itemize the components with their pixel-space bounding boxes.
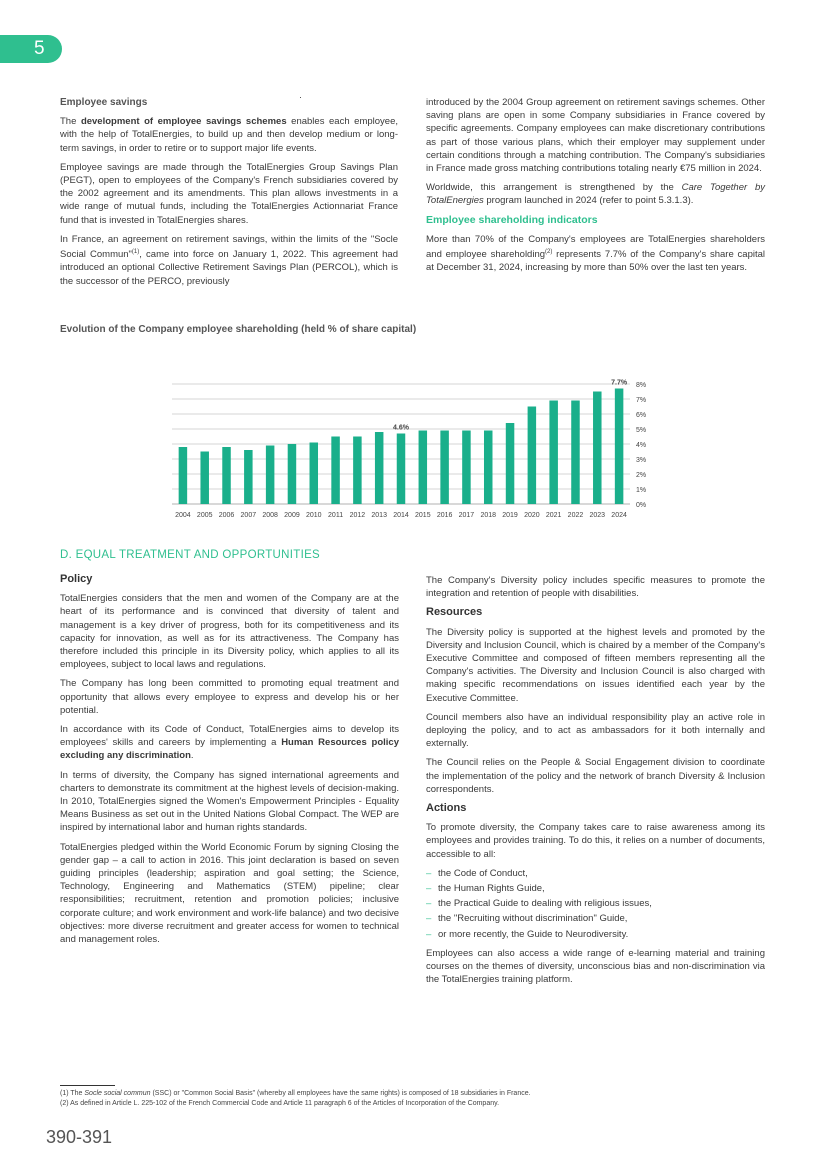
- right-column-bottom: [426, 574, 765, 992]
- y-tick-label: 7%: [636, 397, 647, 404]
- x-tick-label: 2014: [393, 512, 409, 519]
- x-tick-label: 2009: [284, 512, 300, 519]
- chapter-tab[interactable]: [0, 35, 62, 63]
- paragraph: To promote diversity, the Company takes care to raise awareness among its employees and provides training. To do this, it relies on a number of documents, accessible to all:: [426, 822, 765, 860]
- y-tick-label: 4%: [636, 442, 647, 449]
- x-tick-label: 2006: [218, 512, 235, 519]
- bar: [528, 407, 537, 505]
- chart-title: Evolution of the Company employee shareholding (held % of share capital): [60, 324, 417, 335]
- paragraph: In accordance with its Code of Conduct, TotalEnergies aims to develop its employees' skills and careers by implementing a Human Resources policy excluding any discrimination.: [60, 724, 399, 762]
- bar: [179, 447, 188, 504]
- x-tick-label: 2007: [240, 512, 257, 519]
- x-tick-label: 2023: [589, 512, 606, 519]
- paragraph: Employees can also access a wide range of e-learning material and training courses on the themes of diversity, unconscious bias and non-discrimination via the TotalEnergies training platform.: [426, 947, 765, 986]
- x-tick-label: 2005: [196, 512, 213, 519]
- section-title: D. EQUAL TREATMENT AND OPPORTUNITIES: [60, 549, 321, 561]
- shareholding-indicators-heading: Employee shareholding indicators: [426, 213, 598, 226]
- x-tick-label: 2021: [545, 512, 562, 519]
- bar: [310, 443, 319, 505]
- bar: [222, 447, 231, 504]
- x-tick-label: 2012: [349, 512, 366, 519]
- left-column-bottom: [60, 573, 399, 952]
- bar: [506, 423, 515, 504]
- paragraph: Council members also have an individual responsibility play an active role in deploying the policy, and to act as ambassadors for it both internally and externally.: [426, 711, 765, 750]
- employee-savings-heading: Employee savings: [60, 97, 148, 108]
- x-tick-label: 2019: [502, 512, 518, 519]
- x-tick-label: 2015: [415, 512, 431, 519]
- footnote-1: (1) The Socle social commun (SSC) or "Common Social Basis" (whereby all employees have the same rights) is composed of 18 subsidiaries in France.: [60, 1090, 531, 1097]
- policy-heading: Policy: [60, 573, 93, 585]
- x-tick-label: 2022: [567, 512, 584, 519]
- bar: [375, 432, 384, 504]
- footnote-rule: [60, 1085, 115, 1086]
- documents-list: [426, 867, 765, 941]
- paragraph: In France, an agreement on retirement savings, within the limits of the "Socle Social Commun"$^{(1)}$, came into force on January 1, 2022. This agreement had introduced an optional Collective Retirement Savings Plan (PERCOL), which is the successor of the PERCO, previously: [60, 233, 398, 287]
- resources-heading: Resources: [426, 606, 483, 619]
- paragraph: The Diversity policy is supported at the highest levels and promoted by the Diversity and Inclusion Council, which is chaired by a member of the Company's Executive Committee and composed of fifteen members representing all the Company's activities. The Diversity and Inclusion Council is also charged with making specific recommendations on issues identified each year by the Executive Committee.: [426, 626, 765, 704]
- paragraph: More than 70% of the Company's employees are TotalEnergies shareholders and employee shareholding$^{(2)}$ represents 7.7% of the Company's share capital at December 31, 2024, increasing by more than 50% over the last ten years.: [426, 233, 765, 274]
- x-tick-label: 2010: [305, 512, 322, 519]
- x-tick-label: 2011: [328, 512, 344, 519]
- paragraph: The Company has long been committed to promoting equal treatment and opportunity that allows every employee to express and develop his or her potential.: [60, 678, 399, 716]
- y-tick-label: 5%: [636, 427, 647, 434]
- paragraph: The Council relies on the People & Social Engagement division to coordinate the implementation of the policy and the network of branch Diversity & Inclusion correspondents.: [426, 757, 765, 795]
- list-item: – the Human Rights Guide,: [426, 882, 765, 895]
- bar: [440, 431, 449, 505]
- paragraph: Worldwide, this arrangement is strengthened by the Care Together by TotalEnergies program launched in 2024 (refer to point 5.3.1.3).: [426, 182, 765, 207]
- paragraph: TotalEnergies pledged within the World Economic Forum by signing Closing the gender gap – a call to action in 2016. This joint declaration is based on seven guiding principles (leadership; aspiration and goal setting; the Science, Technology, Engineering and Mathematics (STEM) pipeline; clear responsibilities; recruitment, retention and promotion policies; inclusive corporate culture; and work environment and work-life balance) and two decisive objectives: more diverse recruitment and greater access for women to technical and management roles.: [60, 841, 399, 946]
- footnotes: [60, 1085, 780, 1108]
- y-tick-label: 1%: [636, 487, 647, 494]
- x-tick-label: 2016: [436, 512, 453, 519]
- left-column-top: [60, 96, 398, 294]
- bar: [419, 431, 428, 505]
- list-item: – the Code of Conduct,: [426, 867, 765, 880]
- paragraph: introduced by the 2004 Group agreement on retirement savings schemes. Other saving plans are open in some Company subsidiaries in France covered by specific agreements. Company employees can make discretionary contributions as part of those various plans, which their employer may supplement under certain conditions through a matching contribution. The Company's subsidiaries in France made gross matching contributions totaling nearly €75 million in 2024.: [426, 97, 765, 175]
- paragraph: Employee savings are made through the TotalEnergies Group Savings Plan (PEGT), open to employees of the Company's French subsidiaries covered by the 2002 agreement and its amendments. This plan allows investments in a wide range of mutual funds, including the TotalEnergies Actionnariat France fund that is invested in TotalEnergies shares.: [60, 161, 398, 226]
- y-tick-label: 0%: [636, 502, 647, 509]
- bar: [549, 401, 558, 505]
- shareholding-chart: [160, 370, 660, 530]
- bar: [266, 446, 275, 505]
- chapter-number: 5: [34, 38, 45, 59]
- bar: [571, 401, 580, 505]
- x-tick-label: 2024: [611, 512, 627, 519]
- paragraph: TotalEnergies considers that the men and women of the Company are at the heart of its performance and is convinced that diversity of talent and management is a key driver of progress, both for its competitiveness and its capacity for innovation, as well as for its attractiveness. The Company has therefore included this principle in its Diversity policy, which applies to all its employees, subject to local laws and regulations.: [60, 593, 399, 671]
- bar: [331, 437, 340, 505]
- list-item: – or more recently, the Guide to Neurodiversity.: [426, 928, 765, 941]
- right-column-top: [426, 96, 765, 281]
- bar: [615, 389, 624, 505]
- list-item: – the Practical Guide to dealing with religious issues,: [426, 897, 765, 910]
- x-tick-label: 2004: [175, 512, 191, 519]
- x-tick-label: 2020: [524, 512, 540, 519]
- actions-heading: Actions: [426, 802, 467, 815]
- paragraph: In terms of diversity, the Company has signed international agreements and charters to demonstrate its commitment at the highest levels of decision-making. In 2010, TotalEnergies signed the Women's Empowerment Principles - Equality Means Business as set out in the United Nations Global Compact. The WEP are inspired by international labor and human rights standards.: [60, 769, 399, 834]
- bar: [244, 450, 253, 504]
- x-tick-label: 2017: [458, 512, 475, 519]
- y-tick-label: 3%: [636, 457, 647, 464]
- bar: [462, 431, 471, 505]
- footnote-2: (2) As defined in Article L. 225-102 of the French Commercial Code and Article 11 paragraph 6 of the Articles of Incorporation of the Company.: [60, 1099, 500, 1107]
- y-tick-label: 2%: [636, 472, 647, 479]
- bar: [353, 437, 362, 505]
- bar: [200, 452, 209, 505]
- bar: [484, 431, 493, 505]
- y-tick-label: 6%: [636, 412, 647, 419]
- page-number: 390-391: [46, 1127, 113, 1147]
- paragraph: The Company's Diversity policy includes specific measures to promote the integration and retention of people with disabilities.: [426, 575, 765, 600]
- bar: [288, 444, 297, 504]
- data-label: 7.7%: [611, 379, 628, 387]
- x-tick-label: 2013: [371, 512, 387, 519]
- list-item: – the "Recruiting without discrimination" Guide,: [426, 912, 765, 925]
- bar: [593, 392, 602, 505]
- x-tick-label: 2018: [480, 512, 497, 519]
- bar: [397, 434, 406, 505]
- data-label: 4.6%: [393, 424, 409, 432]
- x-tick-label: 2008: [262, 512, 278, 519]
- y-tick-label: 8%: [636, 382, 647, 389]
- paragraph: The development of employee savings schemes enables each employee, with the help of TotalEnergies, to build up and then develop medium or long-term savings, in order to retire or to support major life events.: [60, 116, 398, 154]
